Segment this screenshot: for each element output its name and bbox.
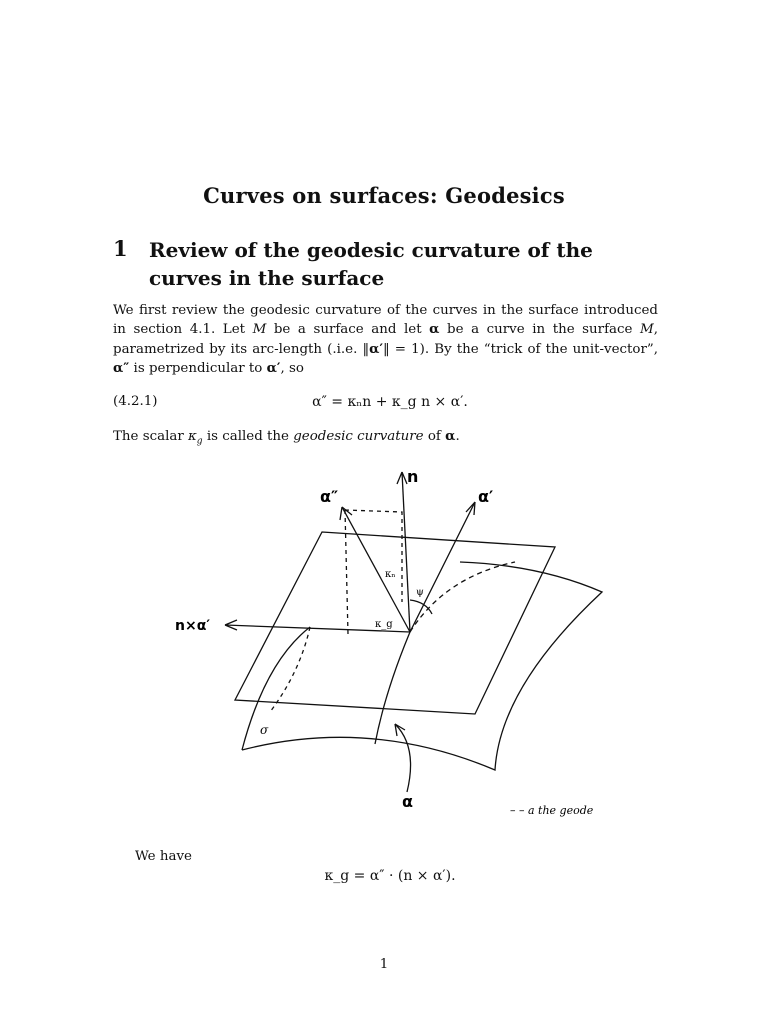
para-text: be a curve in the surface bbox=[439, 322, 641, 338]
symbol-alpha-prime: α′ bbox=[369, 340, 383, 357]
figure-caption-fragment: – – a the geode bbox=[510, 804, 594, 817]
symbol-alpha: α bbox=[445, 428, 456, 444]
para-text: 4.1. Let bbox=[189, 322, 253, 338]
label-alpha: α bbox=[402, 792, 413, 811]
para-text: be a surface and let bbox=[266, 322, 430, 338]
para-text: . bbox=[455, 429, 460, 444]
para-text: arc-length (.i.e. ‖ bbox=[252, 341, 370, 357]
normal-arrow bbox=[402, 472, 410, 632]
symbol-alpha-prime: α′ bbox=[266, 359, 281, 376]
label-psi: ψ bbox=[416, 587, 424, 598]
label-kappa-g: κ_g bbox=[375, 619, 393, 630]
alpha-double-prime-arrow bbox=[342, 507, 410, 632]
geodesic-curvature-figure bbox=[170, 462, 615, 818]
equation-label: (4.2.1) bbox=[113, 394, 158, 409]
para-text: The scalar bbox=[113, 429, 189, 444]
para-line-1: We first review the geodesic curvature of the curves in the surface introduced in section bbox=[113, 303, 658, 338]
symbol-alpha-double-prime: α″ bbox=[113, 359, 130, 376]
term-geodesic-curvature: geodesic curvature bbox=[293, 429, 424, 444]
symbol-M: M bbox=[640, 322, 654, 338]
section-number: 1 bbox=[113, 236, 128, 261]
para-text: is perpendicular to bbox=[129, 360, 263, 376]
we-have-text: We have bbox=[135, 849, 192, 864]
label-alpha-double-prime: α″ bbox=[320, 487, 339, 506]
label-n-cross-alpha: n×α′ bbox=[175, 618, 211, 634]
symbol-alpha: α bbox=[429, 321, 440, 338]
label-sigma: σ bbox=[260, 723, 269, 737]
para-text: is called the bbox=[202, 429, 294, 444]
tangent-plane bbox=[235, 532, 555, 714]
surface-curve bbox=[375, 632, 410, 744]
label-alpha-prime: α′ bbox=[478, 487, 494, 506]
para-text: , so bbox=[280, 360, 304, 376]
intro-paragraph bbox=[113, 301, 658, 378]
symbol-kappa: κ bbox=[188, 429, 197, 444]
subscript-g: g bbox=[196, 436, 203, 447]
page-title: Curves on surfaces: Geodesics bbox=[203, 183, 565, 208]
equation-kappa-g: κ_g = α″ · (n × α′). bbox=[324, 868, 456, 884]
symbol-M: M bbox=[252, 322, 267, 338]
section-title: Review of the geodesic curvature of the curves in the surface bbox=[149, 238, 593, 290]
definition-paragraph bbox=[113, 427, 658, 452]
para-text: ‖ = 1). By the “trick of the unit-vector”, bbox=[383, 341, 658, 357]
equation-4-2-1: α″ = κₙn + κ_g n × α′. bbox=[312, 394, 468, 410]
label-normal: n bbox=[407, 467, 419, 486]
label-kappa-n: κₙ bbox=[385, 569, 396, 580]
surface-curve-dashed bbox=[410, 562, 515, 632]
para-text: , parametrized by its bbox=[113, 322, 658, 357]
page-number: 1 bbox=[379, 957, 389, 972]
alpha-prime-arrow bbox=[410, 502, 475, 632]
para-text: of bbox=[423, 429, 446, 444]
